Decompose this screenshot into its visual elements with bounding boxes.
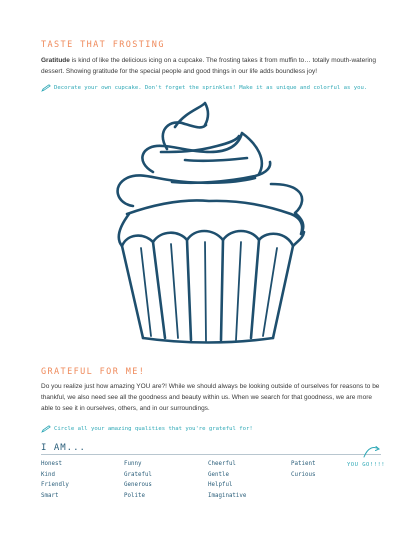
grateful-paragraph: Do you realize just how amazing YOU are?! While we should always be looking outside of ourselves for reasons to be thankful, we also need see all the goodness and beauty within us. When we search for that goodness, we are more able to see it in ourselves, others, and in our surroundings.	[41, 383, 380, 412]
quality-item[interactable]: Polite	[124, 492, 145, 499]
quality-item[interactable]: Cheerful	[208, 461, 236, 467]
circle-instruction	[41, 425, 253, 433]
quality-item[interactable]: Kind	[41, 471, 55, 478]
quality-item[interactable]: Funny	[124, 461, 142, 467]
quality-item[interactable]: Imaginative	[208, 492, 247, 499]
decorate-instruction-text: Decorate your own cupcake. Don't forget the sprinkles! Make it as unique and colorful as you.	[54, 85, 368, 91]
pencil-icon	[41, 425, 51, 433]
circle-instruction-text: Circle all your amazing qualities that you're grateful for!	[54, 426, 253, 432]
qualities-column-3	[208, 459, 246, 501]
quality-item[interactable]: Smart	[41, 492, 59, 499]
section-heading-frosting: TASTE THAT FROSTING	[41, 40, 165, 50]
curved-arrow-icon	[362, 443, 382, 461]
quality-item[interactable]: Gentle	[208, 471, 229, 478]
quality-item[interactable]: Helpful	[208, 482, 233, 488]
section-heading-grateful: GRATEFUL FOR ME!	[41, 367, 146, 377]
frosting-paragraph-text: is kind of like the delicious icing on a cupcake. The frosting takes it from muffin to… totally mouth-watering dessert. Showing gratitude for the special people and good things in our life adds boundless joy!	[41, 57, 377, 75]
decorate-instruction	[41, 84, 367, 92]
qualities-column-4	[291, 459, 315, 480]
qualities-column-1	[41, 459, 69, 501]
quality-item[interactable]: Curious	[291, 471, 316, 478]
gratitude-bold: Gratitude	[41, 57, 70, 64]
qualities-column-2	[124, 459, 152, 501]
quality-item[interactable]: Friendly	[41, 482, 69, 488]
frosting-paragraph	[41, 55, 381, 77]
divider-line	[41, 454, 381, 455]
pencil-icon	[41, 84, 51, 92]
quality-item[interactable]: Grateful	[124, 471, 152, 478]
cupcake-drawing	[105, 100, 311, 350]
quality-item[interactable]: Generous	[124, 482, 152, 488]
i-am-label: I AM...	[41, 443, 86, 453]
quality-item[interactable]: Honest	[41, 461, 62, 467]
quality-item[interactable]: Patient	[291, 461, 316, 467]
you-go-note: YOU GO!!!!	[347, 462, 386, 468]
